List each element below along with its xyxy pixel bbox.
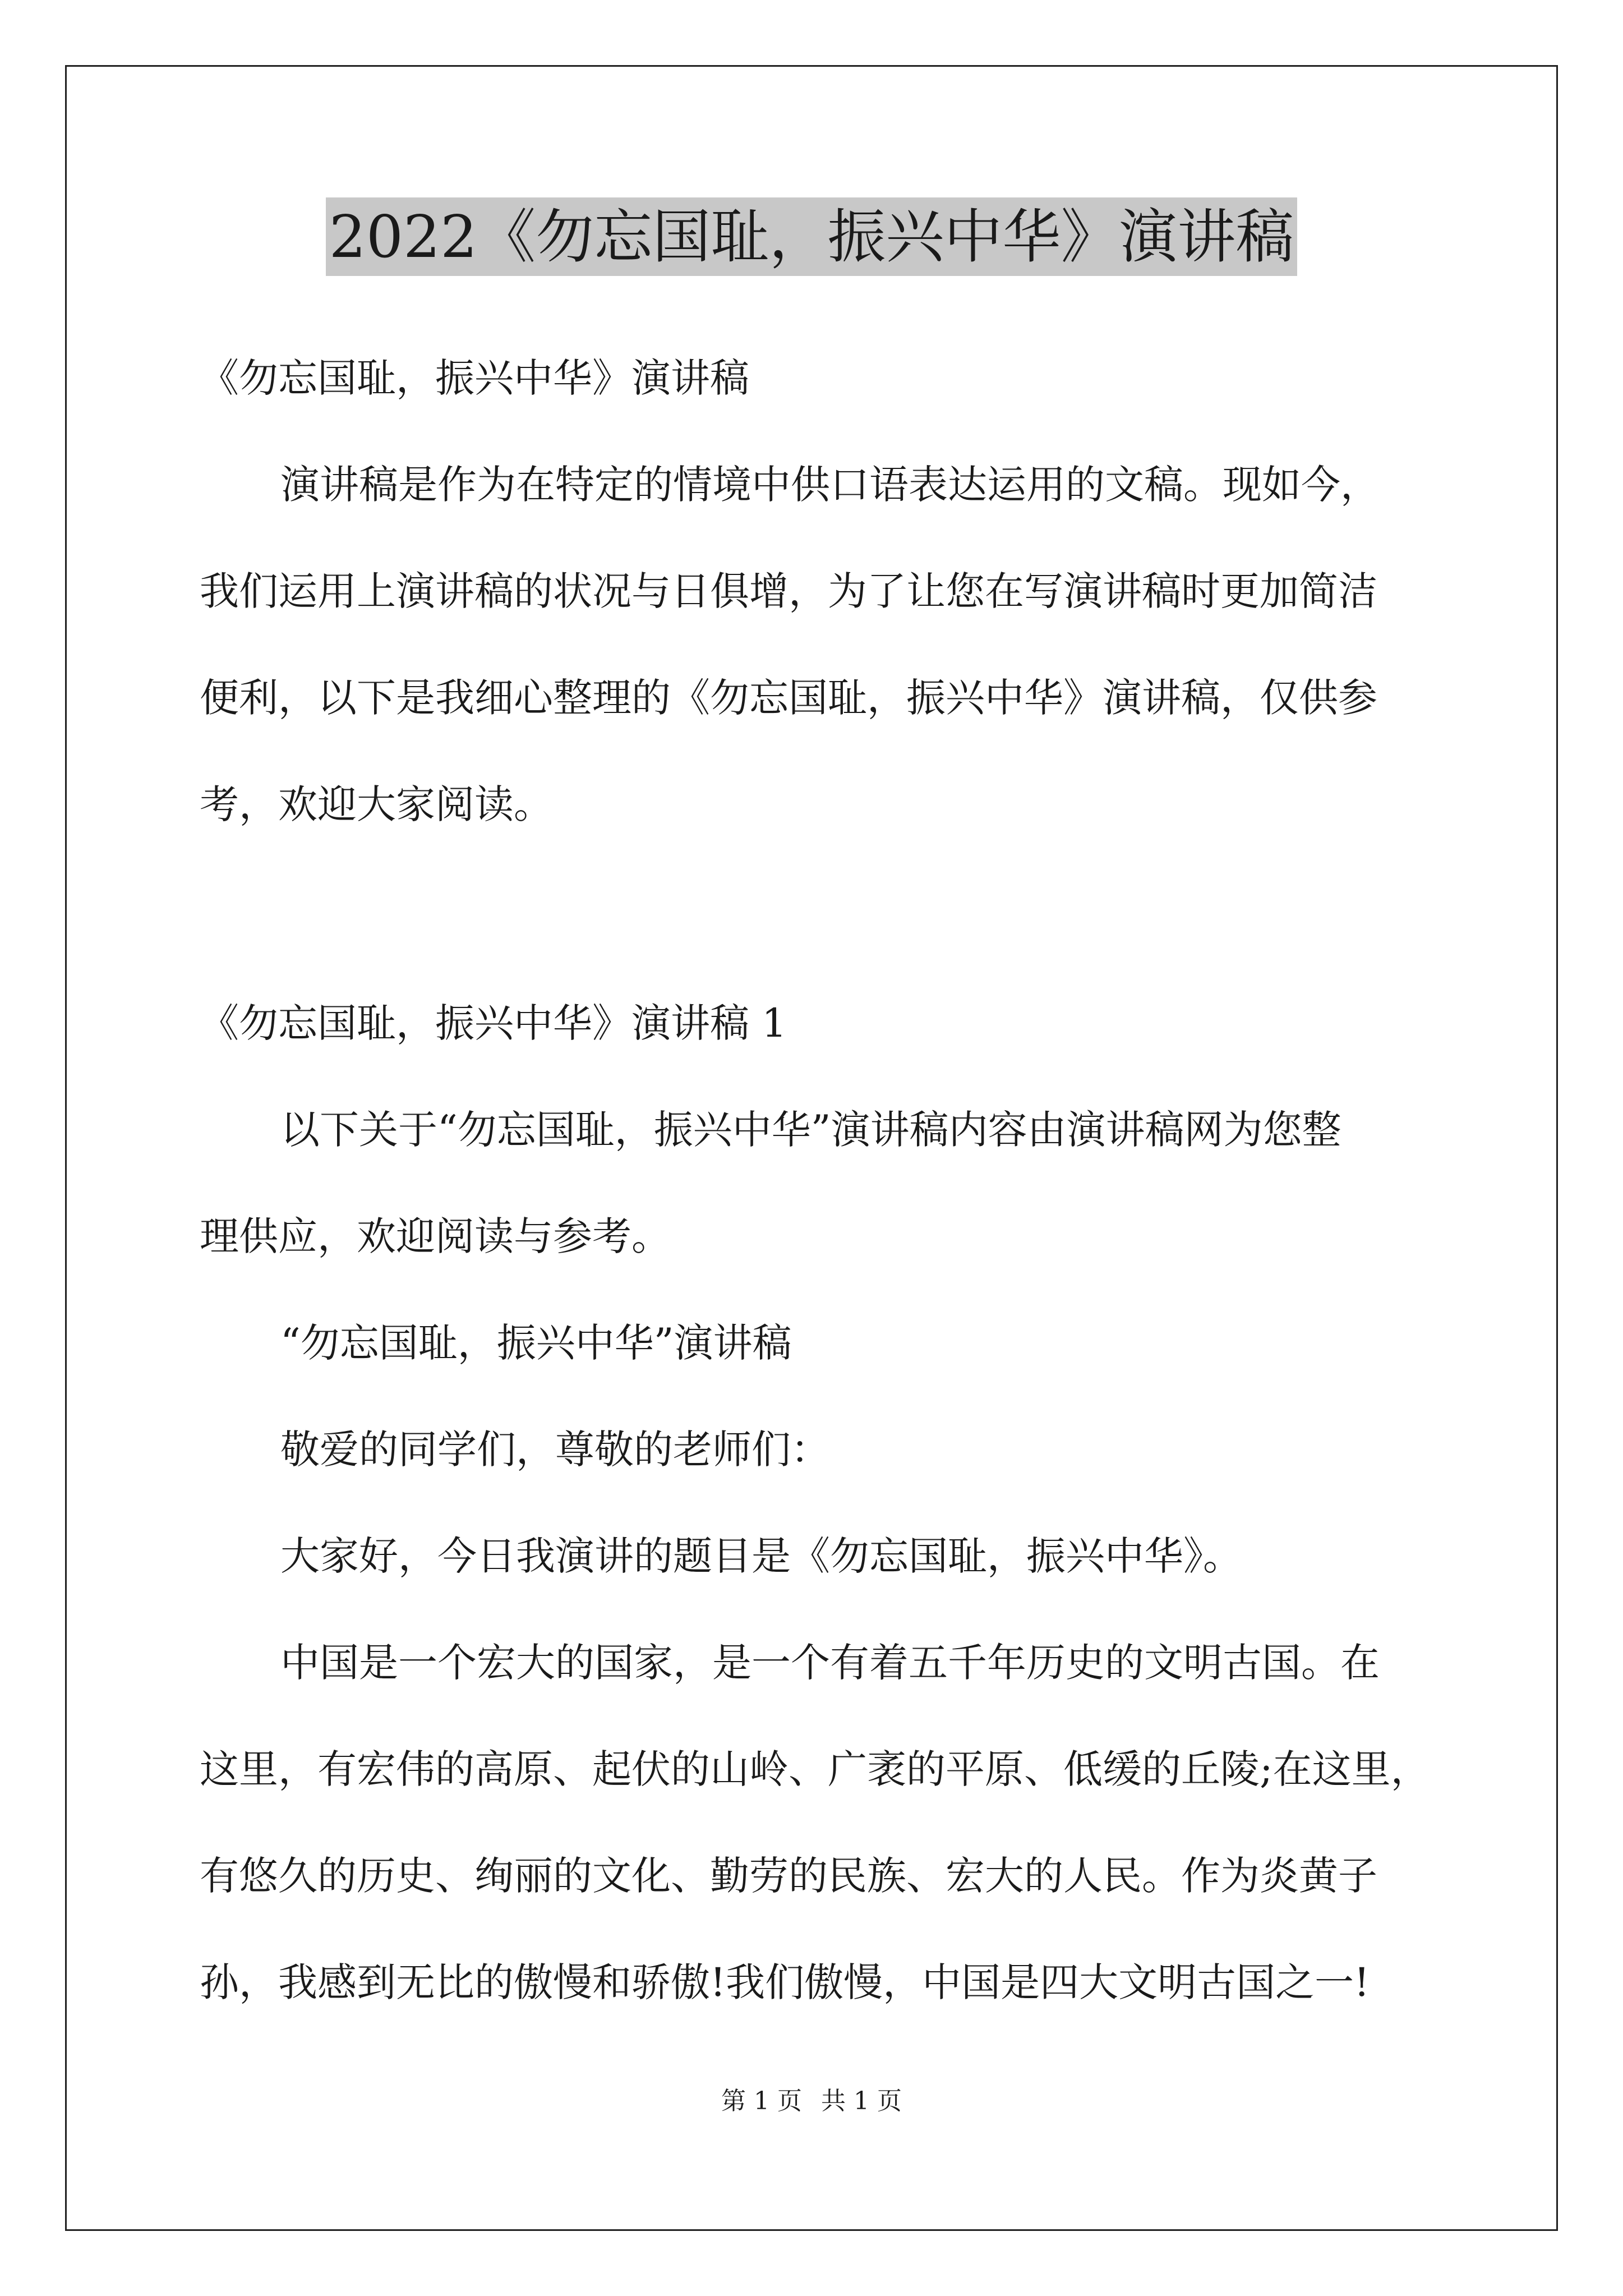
- page-total: 共 1 页: [821, 2087, 902, 2115]
- intro-line-1: 演讲稿是作为在特定的情境中供口语表达运用的文稿。现如今，: [280, 462, 1380, 508]
- body-line-3: 有悠久的历史、绚丽的文化、勤劳的民族、宏大的人民。作为炎黄子: [200, 1853, 1377, 1899]
- page-number: 第 1 页: [721, 2087, 802, 2115]
- title-container: [0, 197, 1623, 276]
- salutation: 敬爱的同学们，尊敬的老师们：: [280, 1427, 830, 1473]
- greeting: 大家好，今日我演讲的题目是《勿忘国耻，振兴中华》。: [280, 1533, 1242, 1579]
- intro-line-2: 我们运用上演讲稿的状况与日俱增，为了让您在写演讲稿时更加简洁: [200, 568, 1377, 614]
- subtitle: 《勿忘国耻，振兴中华》演讲稿: [200, 355, 749, 401]
- body-line-1: 中国是一个宏大的国家，是一个有着五千年历史的文明古国。在: [280, 1640, 1380, 1686]
- document-title: 2022《勿忘国耻，振兴中华》演讲稿: [326, 197, 1298, 276]
- speech-title: “勿忘国耻，振兴中华”演讲稿: [280, 1320, 792, 1366]
- section-intro-line-1: 以下关于“勿忘国耻，振兴中华”演讲稿内容由演讲稿网为您整: [280, 1107, 1341, 1153]
- section-intro-line-2: 理供应，欢迎阅读与参考。: [200, 1213, 671, 1259]
- body-line-2: 这里，有宏伟的高原、起伏的山岭、广袤的平原、低缓的丘陵;在这里，: [200, 1746, 1430, 1792]
- intro-line-3: 便利，以下是我细心整理的《勿忘国耻，振兴中华》演讲稿，仅供参: [200, 675, 1377, 721]
- body-line-4: 孙，我感到无比的傲慢和骄傲!我们傲慢，中国是四大文明古国之一!: [200, 1959, 1370, 2005]
- intro-line-4: 考，欢迎大家阅读。: [200, 781, 553, 827]
- section-heading: 《勿忘国耻，振兴中华》演讲稿 1: [200, 1000, 787, 1046]
- page-footer: [0, 2085, 1623, 2118]
